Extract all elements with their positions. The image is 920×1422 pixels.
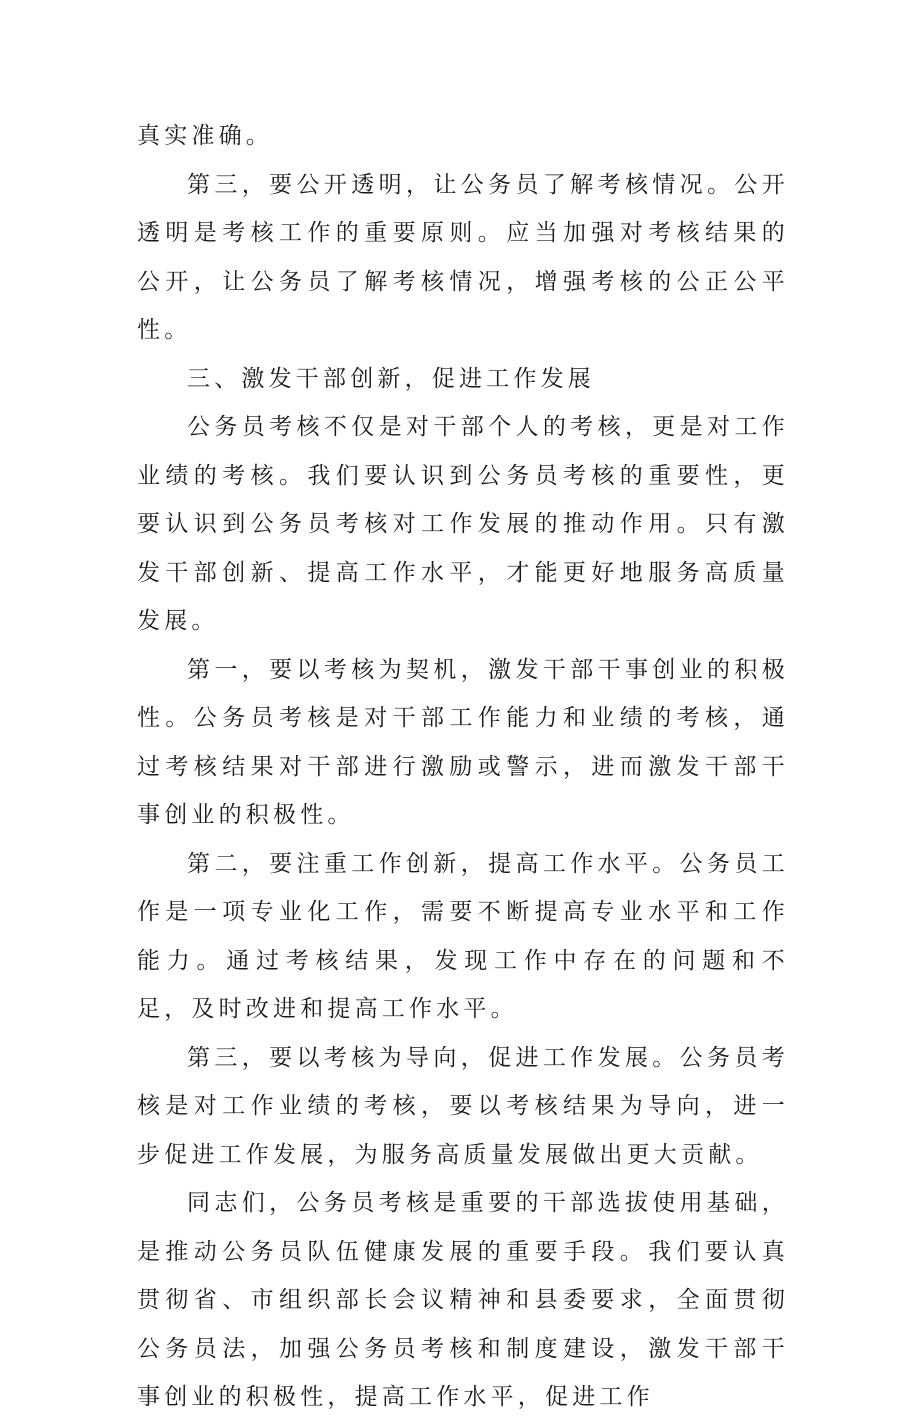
paragraph-transparency: 第三，要公开透明，让公务员了解考核情况。公开透明是考核工作的重要原则。应当加强对考核结果的公开，让公务员了解考核情况，增强考核的公正公平性。: [137, 171, 789, 343]
paragraph-first-motivation: 第一，要以考核为契机，激发干部干事创业的积极性。公务员考核是对干部工作能力和业绩的考核，通过考核结果对干部进行激励或警示，进而激发干部干事创业的积极性。: [137, 656, 789, 828]
paragraph-second-innovation: 第二，要注重工作创新，提高工作水平。公务员工作是一项专业化工作，需要不断提高专业水平和工作能力。通过考核结果，发现工作中存在的问题和不足，及时改进和提高工作水平。: [137, 850, 789, 1022]
paragraph-closing: 同志们，公务员考核是重要的干部选拔使用基础，是推动公务员队伍健康发展的重要手段。我们要认真贯彻省、市组织部长会议精神和县委要求，全面贯彻公务员法，加强公务员考核和制度建设，激发干部干事创业的积极性，提高工作水平，促进工作: [137, 1190, 789, 1410]
paragraph-continuation: 真实准确。: [137, 123, 273, 149]
paragraph-third-guidance: 第三，要以考核为导向，促进工作发展。公务员考核是对工作业绩的考核，要以考核结果为导向，进一步促进工作发展，为服务高质量发展做出更大贡献。: [137, 1044, 789, 1168]
paragraph-innovation-intro: 公务员考核不仅是对干部个人的考核，更是对工作业绩的考核。我们要认识到公务员考核的重要性，更要认识到公务员考核对工作发展的推动作用。只有激发干部创新、提高工作水平，才能更好地服务高质量发展。: [137, 414, 789, 634]
section-heading-innovation: 三、激发干部创新，促进工作发展: [187, 365, 595, 392]
document-body: [137, 112, 789, 1422]
